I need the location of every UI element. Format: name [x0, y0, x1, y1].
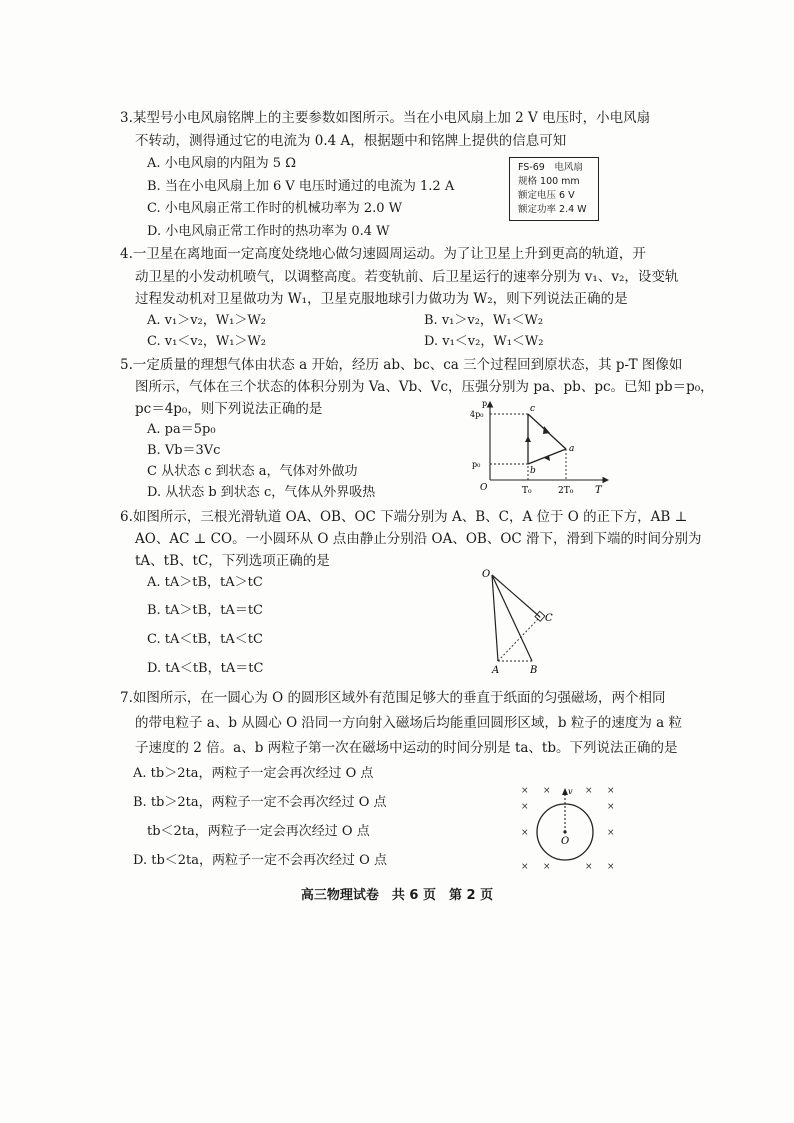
line-ac	[498, 617, 540, 661]
q7-option-a: A. tb＞2ta，两粒子一定会再次经过 O 点	[133, 766, 374, 781]
q7-option-b: B. tb＞2ta，两粒子一定不会再次经过 O 点	[133, 795, 387, 810]
q7-stem-line3: 子速度的 2 倍。a、b 两粒子第一次在磁场中运动的时间分别是 ta、tb。下列说法正确的是	[135, 740, 678, 756]
center-dot	[563, 830, 566, 833]
q6-option-d: D. tA＜tB，tA＝tC	[147, 661, 264, 676]
cross-10: ×	[543, 862, 551, 872]
nameplate-power: 额定功率 2.4 W	[518, 204, 587, 215]
fan-nameplate	[509, 157, 599, 221]
q4-option-d: D. v₁＜v₂，W₁＜W₂	[424, 334, 544, 349]
q6-option-b: B. tA＞tB，tA＝tC	[147, 603, 263, 618]
cross-1: ×	[521, 786, 529, 796]
point-c-label: c	[530, 404, 536, 414]
tick-2t0: 2T₀	[558, 486, 574, 496]
t-axis-label: T	[595, 485, 602, 496]
label-c: C	[545, 613, 553, 624]
cross-2: ×	[543, 786, 551, 796]
tick-4p0: 4p₀	[470, 410, 484, 419]
magnetic-field-diagram	[515, 785, 625, 873]
label-o: O	[482, 569, 491, 580]
q6-stem-line1: 6.如图所示，三根光滑轨道 OA、OB、OC 下端分别为 A、B、C，A 位于 O 的正下方，AB ⊥	[120, 509, 688, 525]
point-a-label: a	[569, 444, 575, 454]
q5-option-a: A. pa＝5p₀	[147, 422, 216, 437]
q5-option-b: B. Vb＝3Vc	[147, 443, 221, 458]
q6-option-c: C. tA＜tB，tA＜tC	[147, 632, 263, 647]
q5-option-c: C 从状态 c 到状态 a，气体对外做功	[147, 464, 358, 479]
tick-p0: p₀	[472, 460, 481, 469]
q6-option-a: A. tA＞tB，tA＞tC	[147, 575, 263, 590]
p-axis-label: p	[482, 399, 488, 408]
q3-option-a: A. 小电风扇的内阻为 5 Ω	[147, 156, 296, 171]
center-label-o: O	[561, 836, 570, 847]
q6-stem-line3: tA、tB、tC，下列选项正确的是	[135, 553, 330, 569]
q3-stem-line2: 不转动，测得通过它的电流为 0.4 A，根据题中和铭牌上提供的信息可知	[135, 133, 567, 149]
q5-option-d: D. 从状态 b 到状态 c，气体从外界吸热	[147, 485, 376, 500]
cross-8: ×	[607, 828, 615, 838]
cross-3: ×	[585, 786, 593, 796]
nameplate-spec: 规格 100 mm	[518, 176, 580, 187]
q3-stem-line1: 3.某型号小电风扇铭牌上的主要参数如图所示。当在小电风扇上加 2 V 电压时，小电风扇	[120, 110, 651, 126]
q3-option-c: C. 小电风扇正常工作时的机械功率为 2.0 W	[147, 201, 403, 216]
cross-7: ×	[521, 828, 529, 838]
tracks-diagram	[480, 565, 570, 677]
q6-stem-line2: AO、AC ⊥ CO。一小圆环从 O 点由静止分别沿 OA、OB、OC 滑下，滑到下端的时间分别为	[135, 531, 702, 547]
point-b-label: b	[530, 466, 536, 476]
cross-6: ×	[607, 802, 615, 812]
q4-option-c: C. v₁＜v₂，W₁＞W₂	[147, 334, 267, 349]
cross-11: ×	[585, 862, 593, 872]
nameplate-model: FS-69 电风扇	[518, 162, 583, 173]
cross-9: ×	[521, 862, 529, 872]
origin-label: O	[480, 483, 488, 493]
q4-option-a: A. v₁＞v₂，W₁＞W₂	[147, 313, 266, 328]
q3-option-d: D. 小电风扇正常工作时的热功率为 0.4 W	[147, 224, 390, 239]
track-oa	[492, 575, 498, 661]
q4-stem-line1: 4.一卫星在离地面一定高度处绕地心做匀速圆周运动。为了让卫星上升到更高的轨道，开	[120, 246, 646, 262]
nameplate-voltage: 额定电压 6 V	[518, 190, 575, 201]
cross-12: ×	[607, 862, 615, 872]
q4-stem-line3: 过程发动机对卫星做功为 W₁，卫星克服地球引力做功为 W₂，则下列说法正确的是	[135, 291, 628, 307]
q7-stem-line1: 7.如图所示，在一圆心为 O 的圆形区域外有范围足够大的垂直于纸面的匀强磁场，两个相同	[120, 690, 666, 706]
q7-option-c: tb＜2ta，两粒子一定会再次经过 O 点	[147, 824, 370, 839]
track-oc	[492, 575, 540, 617]
q5-stem-line2: 图所示，气体在三个状态的体积分别为 Va、Vb、Vc，压强分别为 pa、pb、pc。已知 pb＝p₀，	[135, 379, 714, 395]
label-a: A	[492, 665, 500, 676]
q5-stem-line3: pc＝4p₀，则下列说法正确的是	[135, 401, 323, 417]
q5-stem-line1: 5.一定质量的理想气体由状态 a 开始，经历 ab、bc、ca 三个过程回到原状态，其 p-T 图像如	[120, 357, 683, 373]
q4-stem-line2: 动卫星的小发动机喷气，以调整高度。若变轨前、后卫星运行的速率分别为 v₁、v₂，设变轨	[135, 269, 679, 285]
arrow-bc-icon	[525, 436, 531, 442]
track-ob	[492, 575, 532, 661]
q3-option-b: B. 当在小电风扇上加 6 V 电压时通过的电流为 1.2 A	[147, 179, 455, 194]
q7-option-d: D. tb＜2ta，两粒子一定不会再次经过 O 点	[133, 853, 387, 868]
cross-5: ×	[521, 802, 529, 812]
tick-t0: T₀	[522, 486, 532, 496]
page-footer: 高三物理试卷 共 6 页 第 2 页	[300, 888, 494, 903]
cross-4: ×	[607, 786, 615, 796]
arrow-ca-icon	[543, 426, 550, 434]
pt-graph	[470, 398, 615, 498]
label-b: B	[530, 665, 538, 676]
q7-stem-line2: 的带电粒子 a、b 从圆心 O 沿同一方向射入磁场后均能重回圆形区域，b 粒子的速度为 a 粒	[135, 715, 682, 731]
velocity-label: v	[568, 787, 573, 796]
q4-option-b: B. v₁＞v₂，W₁＜W₂	[424, 313, 544, 328]
